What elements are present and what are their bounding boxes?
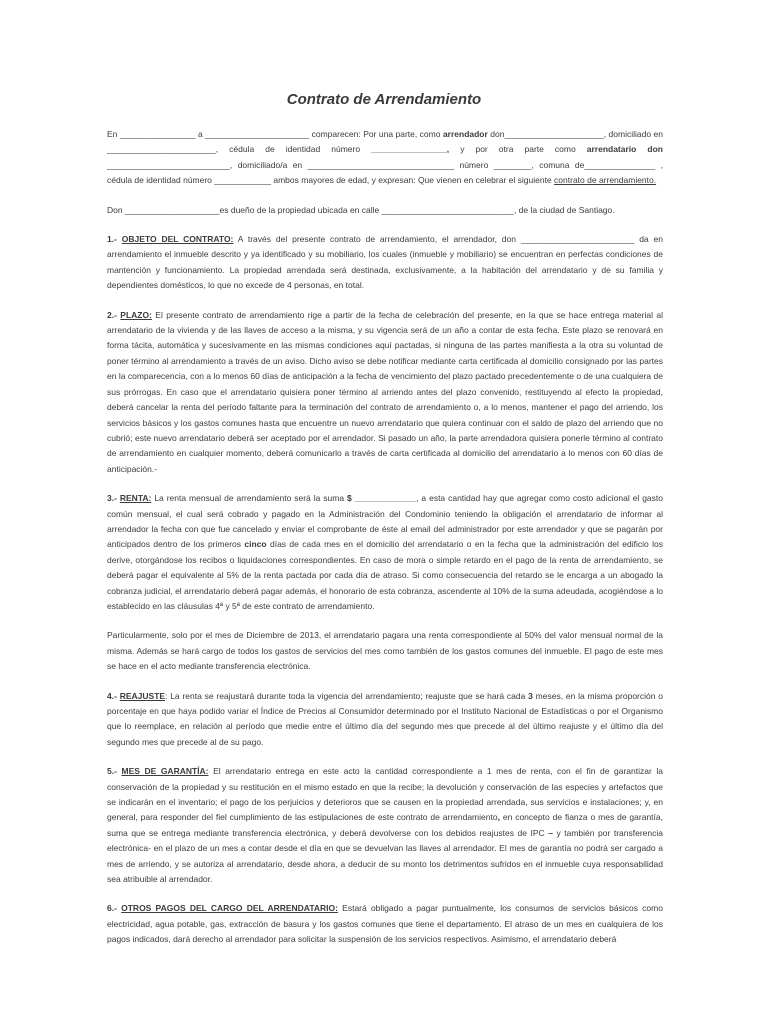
- intro-paragraph: [107, 127, 663, 189]
- clause-text: en concepto de fianza o mes de garantía, suma que se entrega mediante transferencia electrónica, y deberá devolverse con los debidos reajustes de IPC: [107, 812, 663, 838]
- clause-heading: REAJUSTE: [119, 690, 166, 701]
- blank-tenant-name: __________________________,: [107, 159, 233, 170]
- clause-number: 3.-: [107, 493, 117, 504]
- clause-text: La renta mensual de arrendamiento será la suma: [154, 493, 345, 504]
- clause-text: meses, en la misma proporción o porcentaje en que haya podido variar el Índice de Precios al Consumidor determinado por el Instituto Nacional de Estadísticas o por el Organismo que lo reemplace, en relación al período que medie entre el último día del segundo mes que precede al del último reajuste y el último día del segundo mes que precede al de su pago.: [107, 690, 663, 747]
- clause-6: [107, 901, 663, 947]
- clause-number: 1.-: [107, 234, 117, 245]
- clause-number: 2.-: [107, 309, 117, 320]
- clause-heading: MES DE GARANTÍA:: [121, 766, 209, 777]
- clause-text: Estará obligado a pagar puntualmente, los consumos de servicios básicos como electricidad, agua potable, gas, extracción de basura y los gastos comunes que tiene el departamento. El atraso de un mes en cualquiera de los pagos indicados, dará derecho al arrendador para solicitar la suspensión de los servicios respectivos. Asimismo, el arrendatario deberá: [107, 903, 663, 945]
- blank-rent-amount: $ _____________: [347, 493, 417, 504]
- intro-text: En: [107, 129, 118, 139]
- owner-paragraph: Don ____________________es dueño de la propiedad ubicada en calle ____________________________, de la ciudad de Santiago.: [107, 204, 615, 215]
- clause-5: [107, 764, 663, 887]
- intro-text: y por otra parte como: [460, 144, 576, 155]
- clause-text: da en arrendamiento el inmueble descrito y ya identificado y su mobiliario, los cuales (inmueble y mobiliario) se encuentran en perfectas condiciones de mantención y funcionamiento. La propiedad arrendada será destinada, exclusivamente, a la habitación del arrendatario y de su familia y dependientes domésticos, lo que no excede de 4 personas, en total.: [107, 234, 663, 291]
- clause-heading: RENTA:: [119, 493, 152, 504]
- clause-text: El arrendatario entrega en este acto la cantidad correspondiente a 1 mes de renta, con el fin de garantizar la conservación de la propiedad y su restitución en el mismo estado en que la recibe; la devolución y conservación de las especies y artefactos que se indicarán en el inventario; el pago de los perjuicios y deterioros que se causen en la propiedad arrendada, sus servicios e instalaciones; y, en general, para responder del fiel cumplimiento de las estipulaciones de este contrato de arrendamiento: [107, 766, 663, 823]
- clause-heading: OTROS PAGOS DEL CARGO DEL ARRENDATARIO:: [121, 903, 338, 914]
- arrendatario-term: arrendatario don: [586, 144, 663, 155]
- adjustment-months: 3: [528, 690, 533, 701]
- contract-reference: contrato de arrendamiento.: [554, 175, 657, 186]
- clause-heading: PLAZO:: [120, 309, 152, 320]
- payment-days: cinco: [244, 539, 267, 550]
- intro-text: don_____________________, domiciliado en _______________________, cédula de identidad número: [107, 129, 663, 155]
- clause-heading: OBJETO DEL CONTRATO:: [121, 234, 234, 245]
- clause-punct: –: [548, 827, 553, 838]
- blank-id-number: ________________,: [371, 144, 450, 155]
- clause-text: El presente contrato de arrendamiento rige a partir de la fecha de celebración del presente, en la que se hace entrega material al arrendatario de la vivienda y de las llaves de acceso a la misma, y su vigencia será de un año a contar de esta fecha. Este plazo se renovará en forma tácita, automática y sucesivamente en las mismas condiciones aquí pactadas, si ninguna de las partes manifiesta a la otra su voluntad de poner término al arrendamiento a través de un aviso. Dicho aviso se debe notificar mediante carta certificada al domicilio consignado por las partes en la comparecencia, con a lo menos 60 días de anticipación a la fecha de vencimiento del plazo pactado precedentemente o de una cualquiera de sus prórrogas. En caso que el arrendatario quisiera poner término al arriendo antes del plazo convenido, restituyendo al efecto la propiedad, deberá cancelar la renta del período faltante para la terminación del contrato de arrendamiento o, a lo menos, mantener el pago del arriendo, los servicios básicos y los gastos comunes hasta que encuentre un nuevo arrendatario que quiera continuar con el saldo de plazo del arriendo que no cubrió; este nuevo arrendatario deberá ser aceptado por el arrendador. Si pasado un año, la parte arrendadora quisiera ponerle término al contrato de arrendamiento en cualquier momento, deberá comunicarlo a través de carta certificada al domicilio del arrendatario a lo menos con 60 días de anticipación.-: [107, 309, 663, 474]
- clause-number: 6.-: [107, 903, 117, 914]
- arrendador-term: arrendador: [442, 129, 488, 139]
- intro-text: comparecen: Por una parte, como: [311, 129, 441, 139]
- blank-month: ______________________: [205, 129, 310, 139]
- clause-text: A través del presente contrato de arrendamiento, el arrendador, don: [237, 234, 516, 245]
- clause-number: 4.-: [107, 690, 117, 701]
- clause-text: , a esta cantidad hay que agregar como costo adicional el gasto común mensual, el cual será cobrado y pagado en la Administración del Condominio teniendo la obligación el arrendatario de informar al arrendador la fecha con que fue cancelado y enviar el comprobante de éste al email del administrador por este arrendador y que se pagarán por anticipados dentro de los primeros: [107, 493, 663, 550]
- document-body: [107, 127, 663, 962]
- clause-4: [107, 689, 663, 751]
- intro-text: domiciliado/a en _______________________________ número ________, comuna de_______________ , cédula de identidad número ____________ ambos mayores de edad, y expresan: Que vienen en celebrar el siguiente: [107, 159, 663, 186]
- special-terms-paragraph: Particularmente, solo por el mes de Diciembre de 2013, el arrendatario pagara una renta correspondiente al 50% del valor mensual normal de la misma. Además se hará cargo de todos los gastos de servicios del mes como también de los gastos comunes del inmueble. El pago de este mes se hace en el acto mediante transferencia electrónica.: [107, 630, 663, 672]
- clause-2: [107, 308, 663, 477]
- clause-3: [107, 491, 663, 614]
- clause-1: [107, 232, 663, 294]
- document-title: Contrato de Arrendamiento: [286, 91, 482, 108]
- clause-punct: ,: [497, 812, 500, 823]
- intro-text: a: [197, 129, 203, 139]
- blank-owner-name: ________________________: [520, 234, 635, 245]
- blank-date: ________________: [119, 129, 196, 139]
- clause-number: 5.-: [107, 766, 117, 777]
- clause-text: y también por transferencia electrónica- en el plazo de un mes a contar desde el día en que se devuelvan las llaves al arrendador. El mes de garantía no podrá ser cargado a mes de arriendo, y se autoriza al arrendatario, desde ahora, a deducir de su monto los detrimentos sufridos en el inmueble cuya responsabilidad sea atribuible al arrendador.: [107, 827, 663, 885]
- clause-text: días de cada mes en el domicilio del arrendatario o en la fecha que la administración del edificio los derive, otorgándose los recibos o liquidaciones correspondientes. En caso de mora o simple retardo en el pago de la renta de arrendamiento, se deberá pagar el equivalente al 5% de la renta pactada por cada día de atraso. Si como consecuencia del retardo se le encarga a un abogado la cobranza judicial, el arrendatario deberá pagar además, el honorario de esta cobranza, ascendente al 10% de la suma adeudada, acogiéndose a lo establecido en las cláusulas 4ª y 5ª de este contrato de arrendamiento.: [107, 539, 663, 611]
- clause-text: : La renta se reajustará durante toda la vigencia del arrendamiento; reajuste que se hará cada: [165, 690, 526, 701]
